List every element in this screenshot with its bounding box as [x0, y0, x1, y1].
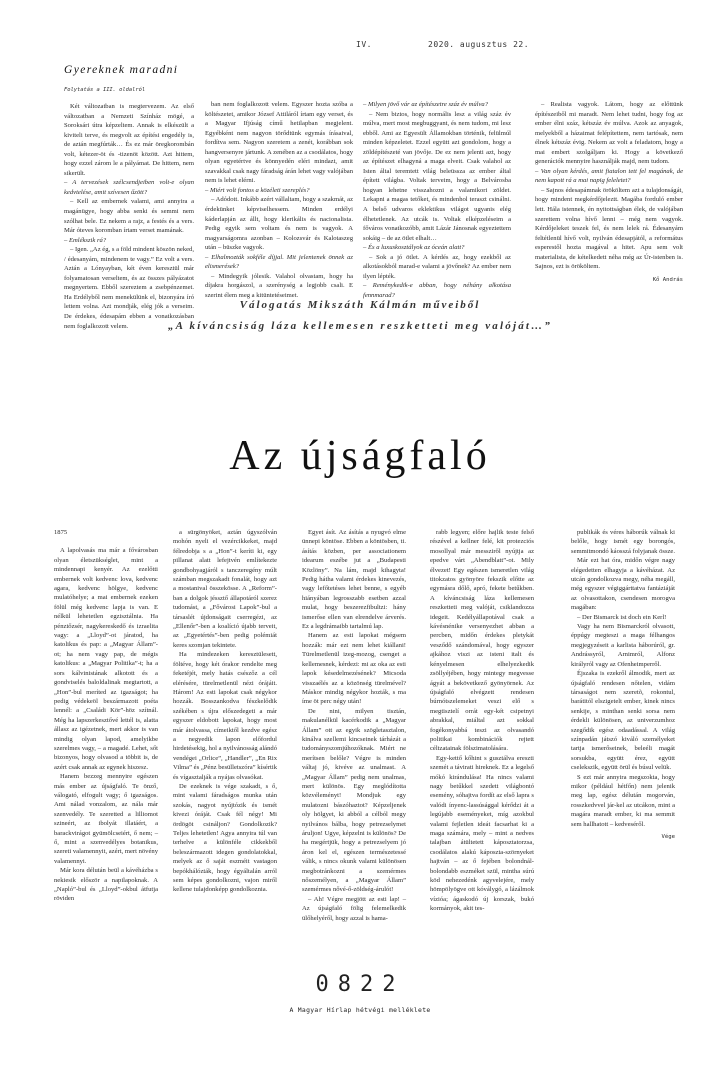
body-paragraph: A lapolvasás ma már a fővárosban olyan életszükséglet, mint a mindennapi kenyér. Az ezelőtti embernek volt kedvenc lova, kedvenc agara, kedvenc hölgye, kedvenc mulatóhelye; a mai embernek ezeken fölül még kedvenc lapja is van. E nélkül lehetetlen egzisztálnia. Ha pénztőzsér, nagykereskedő és izraelita vagy: a „Lloyd”-ot járatod, ha katolikus és pap: a „Magyar Állam”-ot; ha nem vagy pap, de mégis katolikus: a „Magyar Politika”-t; ha a sors kálvinistának alkotott és a gondviselés baloldalinak megtartott, a „Hon”-bul meríted az igazságot; ha pedig védekeöl beszármazott poéta lennél: a „Családi Kör”-höz szítnál. Még ha lapszerkesztővé lettél is, alatta állasz az igézetnek, mert akkor is van mindig olyan lapod, amelyikbe szerelmes vagy, – a magadé. Lehet, sőt bizonyos, hogy olvasod a többit is, de azért csak annak az egynek hiszesz. [54, 547, 158, 771]
author-signature: Vége [661, 834, 675, 840]
body-paragraph: – Realista vagyok. Látom, hogy az előttünk építészeiből mi maradt. Nem lehet tudni, hogy fog az ember élni száz, kétszáz év múlva. Azok az anyagok, melyekből a házaimat felépítettem, nem tartósak, nem élnek kétszáz évig. Nekem az volt a feladatom, hogy a mai embert szolgáljam ki. Hogy a következő generációk mennyire használják majd, nem tudom. [535, 101, 683, 166]
question-paragraph: – Elhalmozták sokféle díjjal. Mit jelentenek önnek az elismerések? [205, 253, 353, 272]
body-paragraph: – Kell az embernek valami, ami annyira a magánügye, hogy abba senki és semmi nem szólhat bele. Ez nekem a rajz, a festés és a vers. Már óteves koromban írtam verset mamának. [64, 198, 194, 235]
issue-date: 2020. augusztus 22. [428, 40, 530, 49]
question-paragraph: – Reménykedik-e abban, hogy néhány alkotása fennmarad? [363, 281, 511, 300]
article-column-5 [571, 528, 675, 842]
article-title: Az újságfaló [229, 433, 491, 479]
body-paragraph: – Mindegyik jólesik. Valahol olvastam, hogy ha díjakra horgászol, a szerénység a legjobb csali. E szerint élem meg a kitüntetéseimet. [205, 272, 353, 299]
body-paragraph: – Igen. „Az ég, s a föld mindent köszön neked, / édesanyám, mindenem te vagy.” Ez volt a vers. Aztán a Lónyayban, két éven keresztül már folyamatosan verseltem, és az összes pályázatot megnyertem. Ebből szereztem a zsebpénzemet. Ha Erdélyből nem menekülünk el, bizonyára író lettem volna. Azt mondják, elég jók a verseim. De érdekes, édesapám ebben a vonatkozásban nem foglalkozott velem. [64, 246, 194, 330]
body-paragraph: ban nem foglalkozott velem. Egyszer hozta szóba a költészetet, amikor József Attiláról írtam egy verset, és a Magyar Ifjúság című hetilapban megjelent. Egyébként nem nagyon törődtünk egymás írásaival, fordítva sem. Nagyon szeretem a zenét, korábban sok hangversenyre jártunk. A zenében az a csodálatos, hogy olyan egyetértve és könnyedén eléri mindazt, amit szavakkal csak nagy fáradság árán lehet vagy valójában nem is lehet elérni. [205, 101, 353, 185]
body-paragraph: Két változatban is megtervezem. Az első változatban a Nemzeti Színház mögé, a Soroksári útra képzeltem. Annak is elkészült a kiviteli terve, és megvolt az építési engedély is, de aztán megfúrták… És ez már öregkorombán volt, kétezer-öt és -tizenöt között. Azt hittem, hogy ezzel zárom le a pályámat. De hittem, nem sikerült. [64, 103, 194, 177]
section-title: Gyereknek maradni [64, 64, 179, 76]
question-paragraph: – Milyen jövő vár az építészetre száz év múlva? [363, 100, 511, 110]
interview-column-4 [535, 100, 683, 285]
question-paragraph: – Emlékszik rá? [64, 236, 194, 246]
body-paragraph: De ezeknek is vége szakadt, s ő, mint valami fáradságos munka után szokás, nagyot nyújtózik és ismét kivezi óráját. Csak fél négy! Mi ördögöt csináljon? Gondolkozik? Teljes lehetetlen! Agya annyira túl van terhelve a különféle cikkekből beleszármazott idegen gondolatokkal, melyek az ő saját eszméit vastagon bepókhálózták, hogy égyáltalán arról sem képes gondolkozni, vajon miről kellene tulajdonképp gondolkoznia. [173, 782, 277, 894]
body-paragraph: Már ezt hat óra, midőn végre nagy elégedetten elhagyja a kávéházat. Az utcán gondolkozva megy, néha megáll, még egyszer végiggárttatva fantáziáját az olvasottakon, csendesen morogva magában: [571, 557, 675, 612]
body-paragraph: – Adódott. Inkább azért vállaltam, hogy a szakmát, az érdekünket képviselhessem. Minden erdélyi káderlapján az állt, hogy klerikális és nacionalista. Pedig egyik sem voltam és nem is vagyok. A magyarságomra azonban – Kolozsvár és Kalotaszeg után – büszke vagyok. [205, 196, 353, 252]
body-paragraph: – Ah! Végre megjött az esti lap! – Az újságfaló fölig felemelkedik ülőhelyéről, hogy azzal is hama- [302, 895, 406, 922]
interview-column-2 [205, 100, 353, 300]
body-paragraph: Hanem az esti lapokat mégsem hozzák: már ezt nem lehet kiállani! Türelmetlenül izeg-mozog, csenget a kellemesnek, kérdezi: mi az oka az esti lapok késedelmezésének? Micsoda visszaélés az a közönség türelmével? Máskor mindig négykor hozták, s ma íme öt perc négy után! [302, 632, 406, 706]
continuation-note: Folytatás a III. oldalról [64, 87, 146, 93]
body-paragraph: Már kora délután beül a kávéházba s nekiesik először a napilapoknak. A „Napló”-bul és „Lloyd”-okbul átfutja röviden [54, 867, 158, 903]
question-paragraph: – Van olyan kérdés, amit fiatalon tett fel magának, de nem kapott rá a mai napig feleletet? [535, 167, 683, 186]
body-paragraph: – Sajnos édesapámnak örököltem azt a tulajdonságát, hogy mindent megkérdőjeleztt. Magába forduló ember lett. Hála istennek, én nyitottságban élek, de valójában szerettem volna hívő lenni – még nem vagyok. Kérdőjeleket teszek fel, és nem lelek rá. Édesanyám feltétlenül hívő volt, nyilván édesapjától, a református esperestől hozta magával a hitet. Apu sem volt materialista, de kételkedett néha még az Úr-istenben is. Sajnos, ezt is örököltem. [535, 186, 683, 271]
body-paragraph: publikák és véres háborúk válnak ki belőle, hogy ismét egy borongós, semmitmondó káosszá folyjanak össze. [571, 529, 676, 555]
selection-heading: Válogatás Mikszáth Kálmán műveiből [239, 299, 481, 311]
author-signature: Kő András [652, 276, 683, 283]
article-column-3 [302, 528, 406, 923]
body-paragraph: De nini, milyen tisztán, makulanélkül kacérkodik a „Magyar Állam” ott az egyik szögletasztalon, kinálva szellemi kincseinek tárházát a tudományszomjúhozóknak. Miért ne merítsen belőle? Végre is minden váltaj jó, kivéve az unalmast. A „Magyar Állam” pedig nem unalmas, mert különös. Egy meglódította közvéleményt! Mondjuk egy mulatozni bászóhaztot? Képzeljenek oly hölgyet, ki abból a célból megy nyilvános bálba, hogy petrezselymet áruljon! Ugye, képzelni is különös? De ha megértjük, hogy a petrezselyem jó áron kel el, egészen természetessé válik, s nincs okunk valami különösen megbotránkozni a szemérmes nőszemélyen, a „Magyar Állam” szemérmes nővé-ő-zöldség-árulót! [302, 707, 406, 894]
interview-column-1 [64, 102, 194, 331]
question-paragraph: – Miért volt fontos a közéleti szereplés? [205, 186, 353, 196]
article-column-1 [54, 528, 158, 904]
body-paragraph: Ha mindezeken keresztülesett, föltéve, hogy két órakor rendelte meg feketéjét, mely hatás csészőz a cél elérésére, türelmetlenül nézi órájáit. Három! Az esti lapokat csak négykor hozzák. Bosszankodva fészkelődik székében s újra előszedegeti a már egyszer eldobott lapokat, hogy most már átolvassa, címeiktől kezdve egész a negyedik lapon előfordul hirdetésekig, hol a nyilvánosság alándó vendégei „Orlice”, „Handler”, „En Rix Vilma” és „Pénz besülletszóra” kísértik és vígasztalják a nyájas olvasókat. [173, 651, 277, 781]
supplement-label: A Magyar Hírlap hétvégi melléklete [289, 1006, 431, 1014]
body-paragraph: S ezt már annyira megszokta, hogy mikor (például hétfőn) nem jelenik meg lap, egész délután mogorván, rosszkedvvel jár-kel az utcákon, mint a magára maradt ember, ki ma semmit sem hallhatott – kedveséről. [571, 773, 675, 828]
issue-label: IV. [356, 40, 372, 49]
article-year: 1875 [54, 529, 68, 536]
body-paragraph: a sürgönyöket, aztán úgyszólván mohón nyeli el vezércikkeket, majd félredobja s a „Hon”-t keríti ki, egy pillanat alatt lefejtvén említekezte gondbohyagjáról s tanczeregény múlt számban megszakadt fonalát, hogy azt a mostanival összekösse. A „Reform”-ban a dolgok jéssztő állapotáról szerez tudomást, a „Fővárosi Lapok”-bul a társaslét újdonságait cserregézi, az „Ellenőr”-ben a koalíció újabb terveit, az „Egyetértés”-ben pedig polémiát keres szomjan tekintete. [173, 529, 277, 649]
body-paragraph: Vagy ha nem Bismarckról olvasott, éppúgy megteszi a maga félhangos megjegyzéseit a karlista háborúról, gr. Andrássyról, Arnimról, Alfonz királyról vagy az Ofenheimperről. [571, 623, 675, 668]
question-paragraph: – A tervezések szélcsendjeiben volt-e olyan kedvtelése, amit szívesen űzött? [64, 178, 194, 197]
selection-quote: „A kíváncsiság láza kellemesen reszketteti meg valóját…” [167, 320, 553, 332]
article-column-2 [173, 528, 277, 895]
body-paragraph: Hanem bezzeg mennyire egészen más ember az újságfaló. Te önző, válogató, elfogult vagy; ő igazságos. Ami nálad vonzalom, az nála már szenvedély. Te szeretted a lilliomot szineért, az ibolyát illatáért, a barackvirágot gyümölcseiért, ő nem; – ő, mint a szenvedélyes botanikus, szereti valamennyit, azért, mert növény valamennyi. [54, 773, 158, 865]
body-paragraph: – Sok a jó ötlet. A kérdés az, hogy ezekből az alkotásokból marad-e valami a jövőnek? Az ember nem ilyen lépték. [363, 253, 511, 280]
body-paragraph: Éjszaka is ezekről álmodik, mert az újságfaló rendesen nőtelen, vidám társaságot nem szeretõ, rokontul, barátitól elszigetelt ember, kinek nincs senkije, s minthan senki sorsa nem érdekli különösen, az univerzumhoz szegődik egész odaadással. A világ színpadán játszó kiváló személyeket tartja ismerőseinek, beleéli magát sorsukba, együtt érez, együtt cselekszik, együtt örül és búsul velük. [571, 670, 675, 772]
body-paragraph: – Der Bismarck ist doch ein Kerl! [577, 613, 667, 621]
interview-column-3 [363, 100, 511, 300]
body-paragraph: Egyet ásít. Az ásítás a nyugvó elme ünnepi köntöse. Ebben a köntösben, ti. ásítás közben, per associationem idearum eszébe jut a „Budapesti Közlöny”. Na lám, majd kihagyta! Pedig hátha valami érdekes kinevezés, vagy lefőtetéses lehet benne, s egyéb hiányában legrosszabb esetben azzal mulat, hogy beszerezfibultzi: hány ismerőse ellen van elrendelve árverés. Ez a legdrámaibb tartalmú lap. [302, 529, 406, 631]
body-paragraph: – Nem biztos, hogy normális lesz a világ száz év múlva, mert most megbuggyant, és nem tudom, mi lesz ebből. Ami az Egyesült Államokban történik, felülmúl minden képzeletet. Ezzel együtt azt gondolom, hogy a zöldépítészeté van jövője. De ez nem jelenti azt, hogy az építészet elhagyná a maga elveit. Csak valahol az Isten által teremtett világ beleüssza az ember által épített világba. Voltak terveim, hogy a Belvárosba hogyan lehetne visszahozni a valamikori zöldet. Lekapni a magas tetőket, és mindenhol teraszt csinálni. A belső udvaros eklektikus világot ugyanis elég élhetetlenek. Az utcák is. Voltak elképzeléseim a főváros vonatkozóbb, amit Lázár Jánosnak egyeztettem sokáig – de az ötlet elhalt… [363, 110, 511, 242]
article-column-4 [430, 528, 534, 914]
body-paragraph: rabb legyen; előre hajlik teste felső részével a kellner felé, kit protezciós mosollyal már messziről nyújtja az epedve várt „Abendblatt”-ot. Mily élvezet! Egy egészen ismeretlen világ titokzatos gyönyöre fekszik előtte az egymásra dőlő, apró, fekete betűkben. A kíváncsiság láza kellemesen reszketteti meg valóját, csiklandozza idegeit. Kedélyállapotával csak a kávésnénike versenyezhet abban a percben, midőn érdekes pletykát vesződő szándomával, hogy egyszer ajkához viszi az isteni italt és kényelmesen elhelyezkedik zsöllyéjében, hogy mintegy megvesse ágyát a bekövetkező gyönyörnek. Az újságfaló elvégzett rendesen búrnótszelemeket veszi elő s megtisztelí orrát egy-két csipetnyi abrakkal, miáltal azt sokkal fogékonyabbá teszi az olvasandó politikai kombinációk rejtett céltzatainak fölszimatolására. [430, 529, 534, 753]
page-number: 0822 [315, 972, 405, 997]
body-paragraph: Egy-kettő kőhint s gusztálva ereszti szemét a távirati hireknek. Ez a legelső mókó kirándulása! Ha nincs valami nagy betűkkel szedett világbontó esemény, sóhajtva fordít az első lapra s valódi ínyenc-lassúsággal kérődzi át a legújabb eseményeket, míg azokbul valami fejletlen ideát facsarhat ki a maga számára, mely – mint a nedves talajban átültetett káposztatorzsa, csodálatos alakú káposzta-szörnyeket hajtván – az ő fejében bolondnál-bolondabb eszméket szül, mintha súrú köd nehezedénk agyvelejére, mely hömpölyögve ott kóválygó, a lázálmok vízióa; ágaskodó új korszak, bukó kormányok, akit tes- [430, 754, 534, 913]
question-paragraph: – És a luxuskosztályok az óceán alatt? [363, 243, 511, 253]
